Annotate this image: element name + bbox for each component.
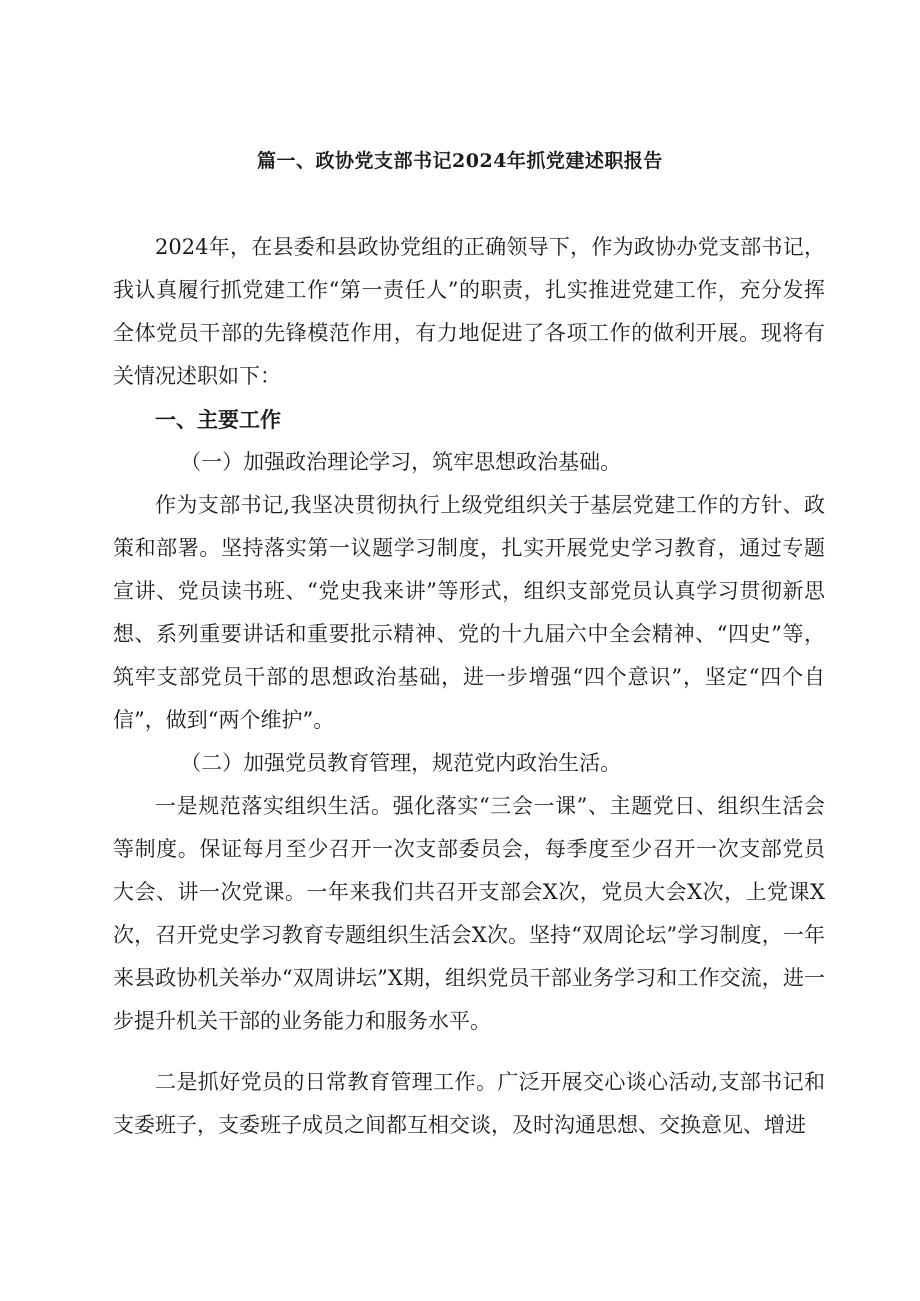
paragraph-organization-life: 一是规范落实组织生活。强化落实“三会一课”、主题党日、组织生活会等制度。保证每月至少召开一次支部委员会，每季度至少召开一次支部党员大会、讲一次党课。一年来我们共召开支部会X次，党员大会X次，上党课X次，召开党史学习教育专题组织生活会X次。坚持“双周论坛”学习制度，一年来县政协机关举办“双周讲坛”X期，组织党员干部业务学习和工作交流，进一步提升机关干部的业务能力和服务水平。 <box>113 794 825 1033</box>
intro-paragraph: 2024年，在县委和县政协党组的正确领导下，作为政协办党支部书记，我认真履行抓党建工作“第一责任人”的职责，扎实推进党建工作，充分发挥全体党员干部的先锋模范作用，有力地促进了各项工作的做利开展。现将有关情况述职如下： <box>113 235 825 388</box>
subsection-heading-1: （一）加强政治理论学习，筑牢思想政治基础。 <box>180 450 622 474</box>
paragraph-daily-education: 二是抓好党员的日常教育管理工作。广泛开展交心谈心活动,支部书记和支委班子，支委班子成员之间都互相交谈，及时沟通思想、交换意见、增进 <box>113 1070 825 1137</box>
section-heading-main-work: 一、主要工作 <box>155 407 281 432</box>
paragraph-political-study: 作为支部书记,我坚决贯彻执行上级党组织关于基层党建工作的方针、政策和部署。坚持落实第一议题学习制度，扎实开展党史学习教育，通过专题宣讲、党员读书班、“党史我来讲”等形式，组织支部党员认真学习贯彻新思想、系列重要讲话和重要批示精神、党的十九届六中全会精神、“四史”等，筑牢支部党员干部的思想政治基础，进一步增强“四个意识”，坚定“四个自信”，做到“两个维护”。 <box>113 493 825 732</box>
document-title: 篇一、政协党支部书记2024年抓党建述职报告 <box>257 150 663 172</box>
document-body <box>113 226 825 1147</box>
subsection-heading-2: （二）加强党员教育管理，规范党内政治生活。 <box>180 751 622 775</box>
